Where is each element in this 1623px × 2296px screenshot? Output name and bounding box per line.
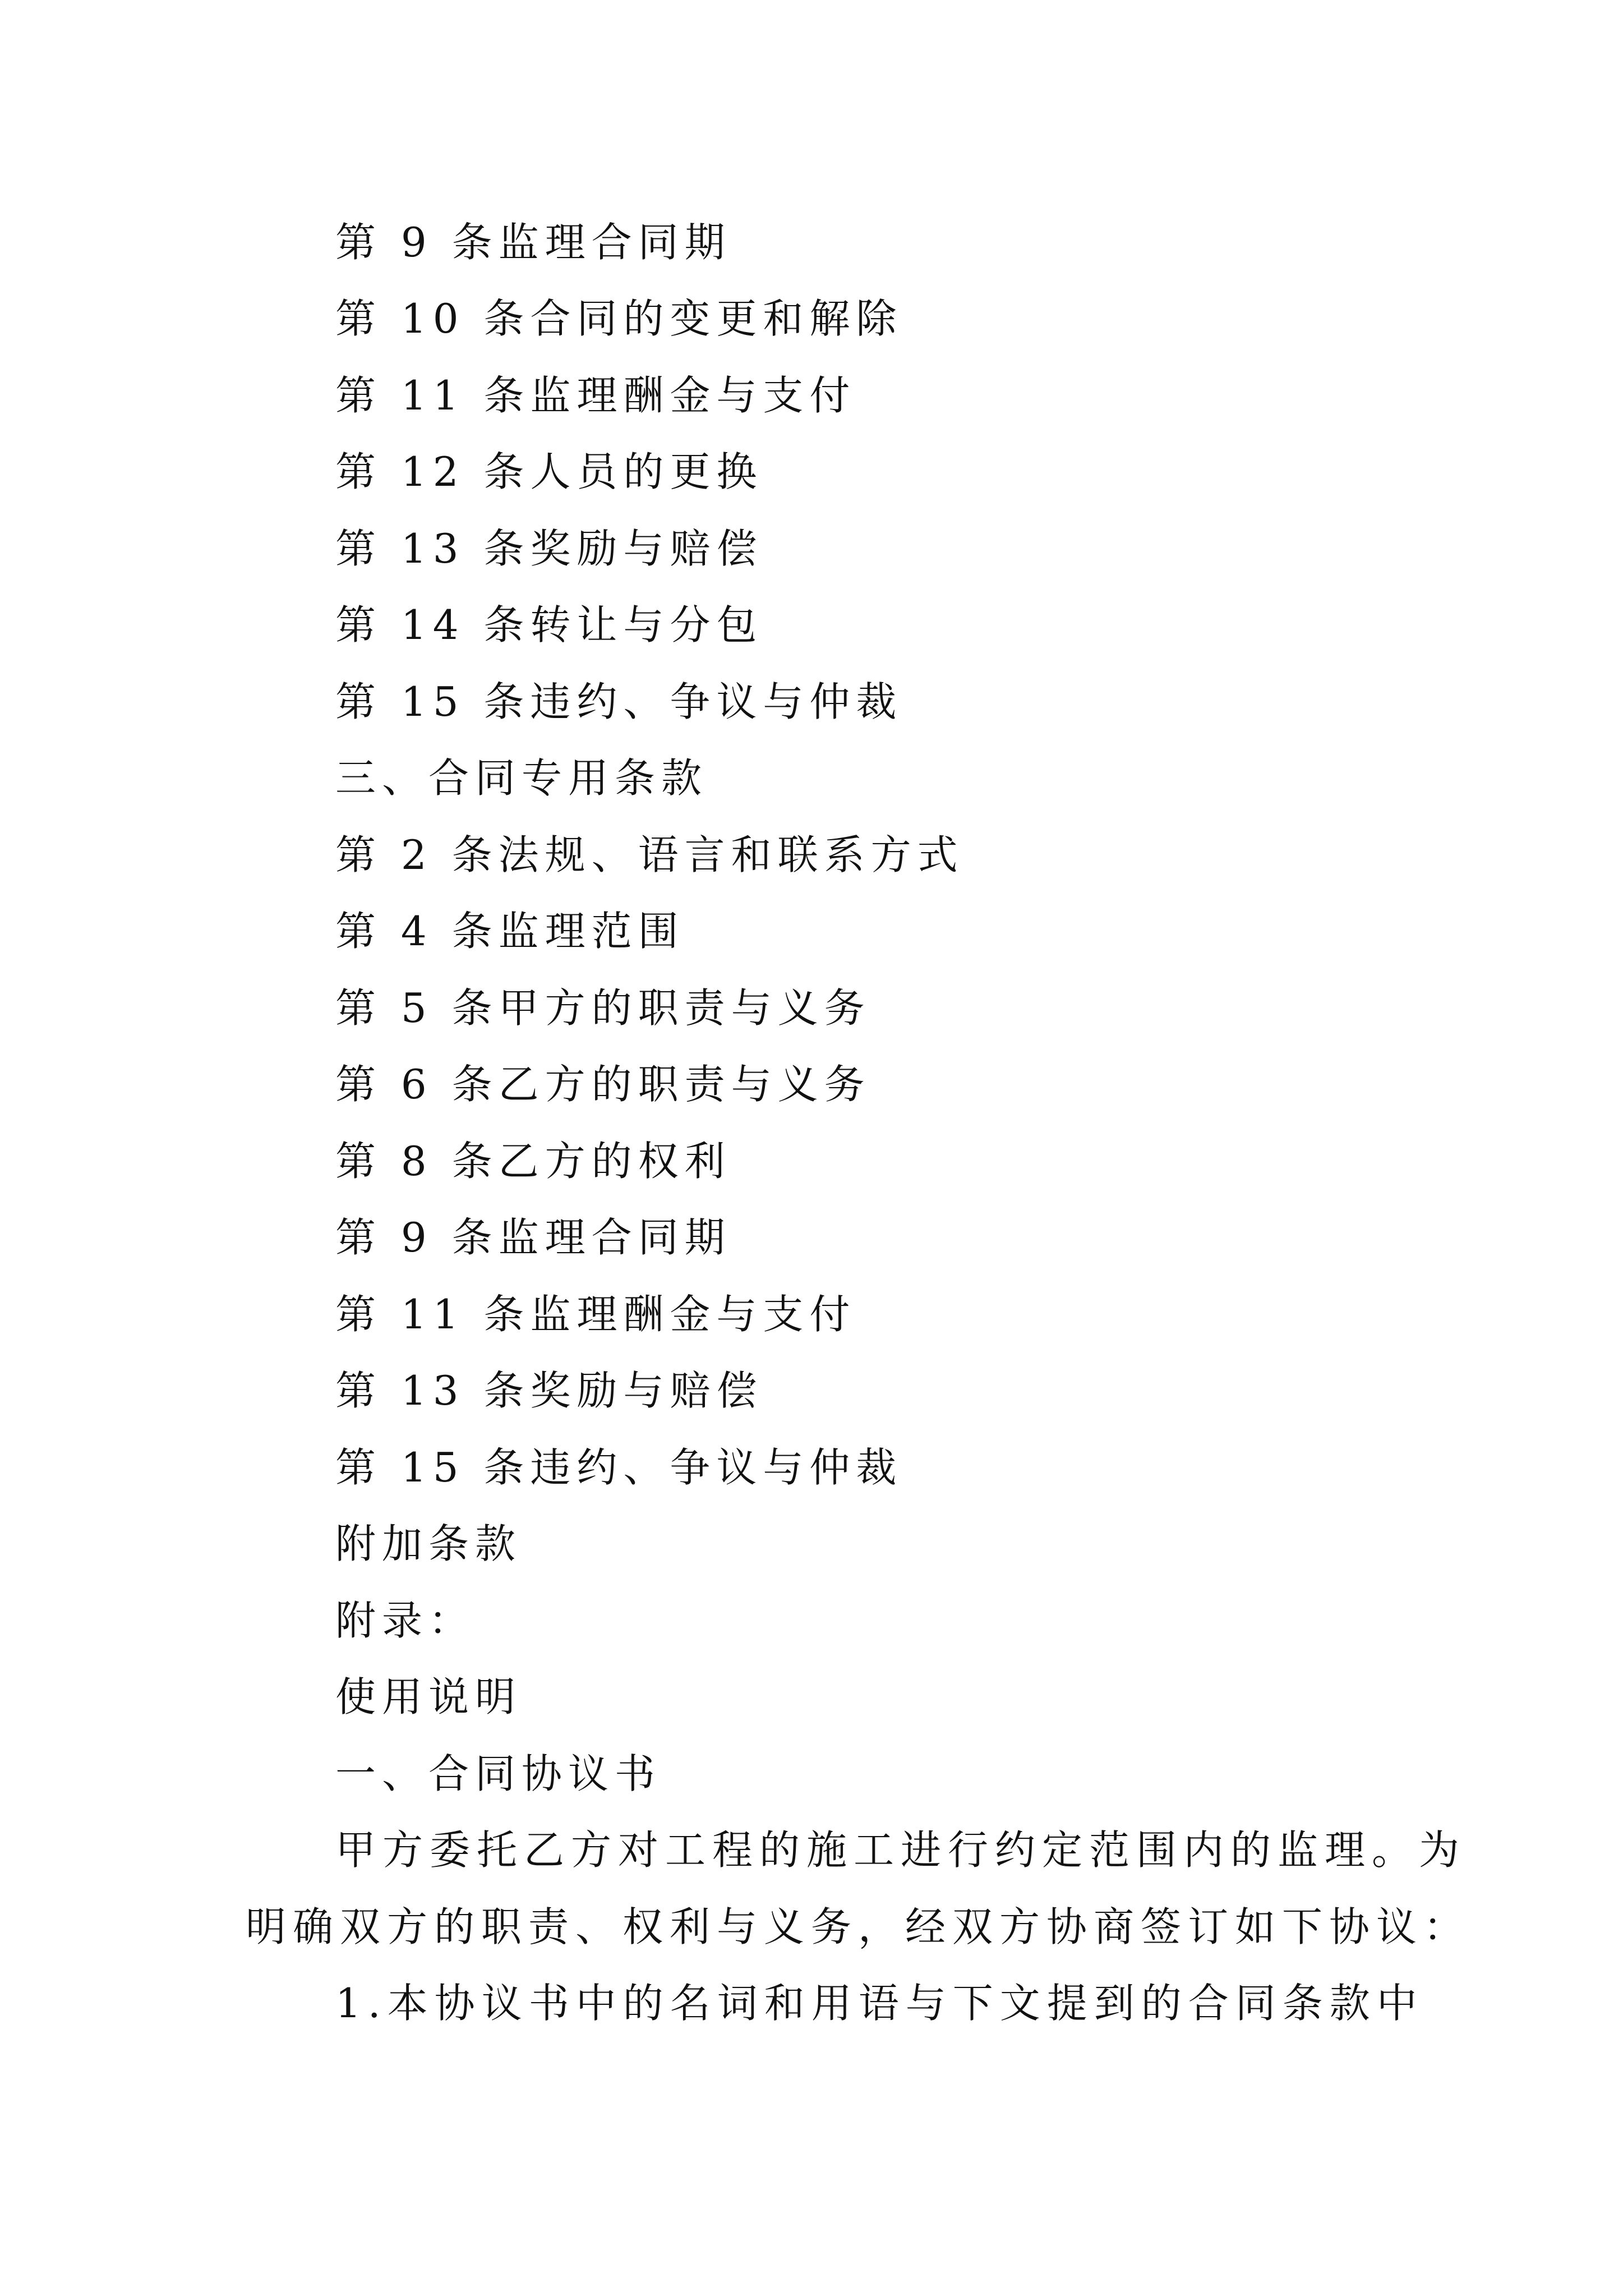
toc-line: 使用说明 xyxy=(335,1673,522,1720)
paragraph-line: 1.本协议书中的名词和用语与下文提到的合同条款中 xyxy=(335,1980,1424,2027)
section-heading: 一、合同协议书 xyxy=(335,1750,662,1797)
toc-line: 第 9 条监理合同期 xyxy=(335,1214,731,1261)
toc-line: 第 15 条违约、争议与仲裁 xyxy=(335,1444,903,1491)
toc-line: 第 14 条转让与分包 xyxy=(335,601,763,648)
toc-line: 第 11 条监理酬金与支付 xyxy=(335,372,856,419)
toc-line: 第 13 条奖励与赔偿 xyxy=(335,525,763,572)
paragraph-line: 明确双方的职责、权利与义务，经双方协商签订如下协议： xyxy=(246,1903,1471,1950)
toc-line: 第 9 条监理合同期 xyxy=(335,219,731,266)
section-heading: 三、合同专用条款 xyxy=(335,754,708,802)
toc-line: 第 4 条监理范围 xyxy=(335,908,685,955)
toc-line: 第 6 条乙方的职责与义务 xyxy=(335,1061,871,1108)
toc-line: 附加条款 xyxy=(335,1520,522,1567)
toc-line: 第 11 条监理酬金与支付 xyxy=(335,1291,856,1338)
toc-line: 第 15 条违约、争议与仲裁 xyxy=(335,678,903,725)
toc-line: 第 12 条人员的更换 xyxy=(335,448,763,495)
toc-line: 第 10 条合同的变更和解除 xyxy=(335,295,903,342)
toc-line: 附录： xyxy=(335,1597,476,1644)
toc-line: 第 13 条奖励与赔偿 xyxy=(335,1367,763,1414)
toc-line: 第 8 条乙方的权利 xyxy=(335,1138,731,1185)
paragraph-line: 甲方委托乙方对工程的施工进行约定范围内的监理。为 xyxy=(335,1826,1467,1874)
toc-line: 第 5 条甲方的职责与义务 xyxy=(335,984,871,1032)
toc-line: 第 2 条法规、语言和联系方式 xyxy=(335,831,964,878)
